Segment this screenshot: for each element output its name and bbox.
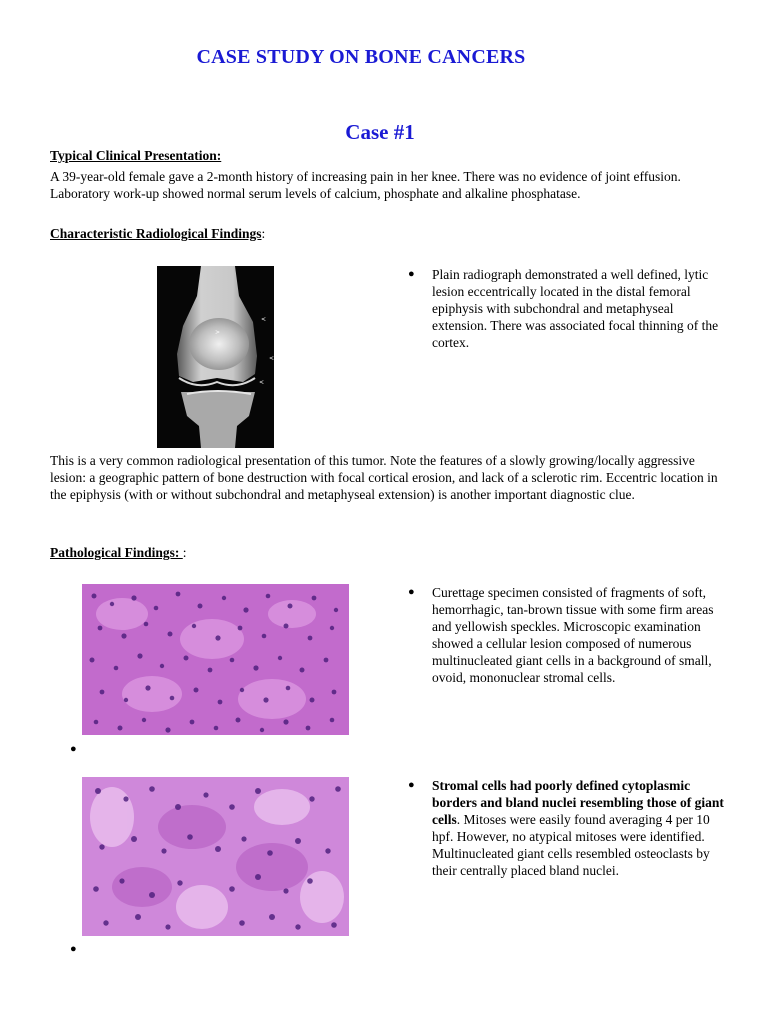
pathological-bullet-2-rest: . Mitoses were easily found averaging 4 per 10 hpf. However, no atypical mitoses were identified. Multinucleated giant cells resembled osteoclasts by their centrally placed bland nuclei. bbox=[432, 812, 710, 878]
document-title: CASE STUDY ON BONE CANCERS bbox=[196, 46, 526, 68]
svg-text:<: < bbox=[259, 379, 265, 386]
pathological-heading bbox=[50, 545, 187, 561]
radiological-heading-text: Characteristic Radiological Findings bbox=[50, 226, 262, 241]
histology-image-1 bbox=[82, 584, 349, 735]
radiological-bullet-text: Plain radiograph demonstrated a well defined, lytic lesion eccentrically located in the distal femoral epiphysis with subchondral and metaphyseal extension. There was associated focal thinning of the cortex. bbox=[432, 267, 719, 350]
pathological-bullet-1-text: Curettage specimen consisted of fragments of soft, hemorrhagic, tan-brown tissue with some firm areas and yellowish speckles. Microscopic examination showed a cellular lesion composed of numerous multinucleated giant cells in a background of small, ovoid, mononuclear stromal cells. bbox=[432, 585, 714, 685]
pathological-heading-text: Pathological Findings: bbox=[50, 545, 183, 560]
radiological-heading bbox=[50, 226, 265, 242]
bullet-icon: ● bbox=[408, 268, 415, 280]
radiological-note-paragraph: This is a very common radiological presentation of this tumor. Note the features of a slowly growing/locally aggressive lesion: a geographic pattern of bone destruction with focal cortical erosion, and lack of a sclerotic rim. Eccentric location in the epiphysis (with or without subchondral and metaphyseal extension) is another important diagnostic clue. bbox=[50, 453, 718, 502]
clinical-heading bbox=[50, 148, 221, 164]
histology-drawing-2 bbox=[82, 777, 349, 936]
clinical-paragraph: A 39-year-old female gave a 2-month history of increasing pain in her knee. There was no evidence of joint effusion. Laboratory work-up showed normal serum levels of calcium, phosphate and alkaline phosphatase. bbox=[50, 169, 681, 201]
empty-bullet-icon: ● bbox=[70, 943, 77, 955]
knee-radiograph-drawing bbox=[157, 266, 274, 448]
pathological-bullet-1 bbox=[408, 584, 724, 686]
svg-text:<: < bbox=[269, 355, 274, 362]
svg-text:<: < bbox=[261, 316, 267, 323]
radiological-bullet bbox=[408, 266, 724, 351]
clinical-heading-text: Typical Clinical Presentation: bbox=[50, 148, 222, 163]
histology-drawing-1 bbox=[82, 584, 349, 735]
pathological-heading-colon: : bbox=[182, 545, 187, 560]
knee-radiograph-image bbox=[157, 266, 274, 448]
radiological-heading-colon: : bbox=[261, 226, 266, 241]
empty-bullet-icon: ● bbox=[70, 743, 77, 755]
svg-text:>: > bbox=[215, 329, 221, 336]
pathological-bullet-2 bbox=[408, 777, 724, 879]
bullet-icon: ● bbox=[408, 779, 415, 791]
bullet-icon: ● bbox=[408, 586, 415, 598]
case-heading: Case #1 bbox=[345, 120, 415, 144]
pathological-bullet-2-text bbox=[432, 777, 724, 879]
pathological-bullet-2-bold: Stromal cells had poorly defined cytoplasmic borders and bland nuclei resembling those of giant cells bbox=[432, 778, 724, 827]
histology-image-2 bbox=[82, 777, 349, 936]
